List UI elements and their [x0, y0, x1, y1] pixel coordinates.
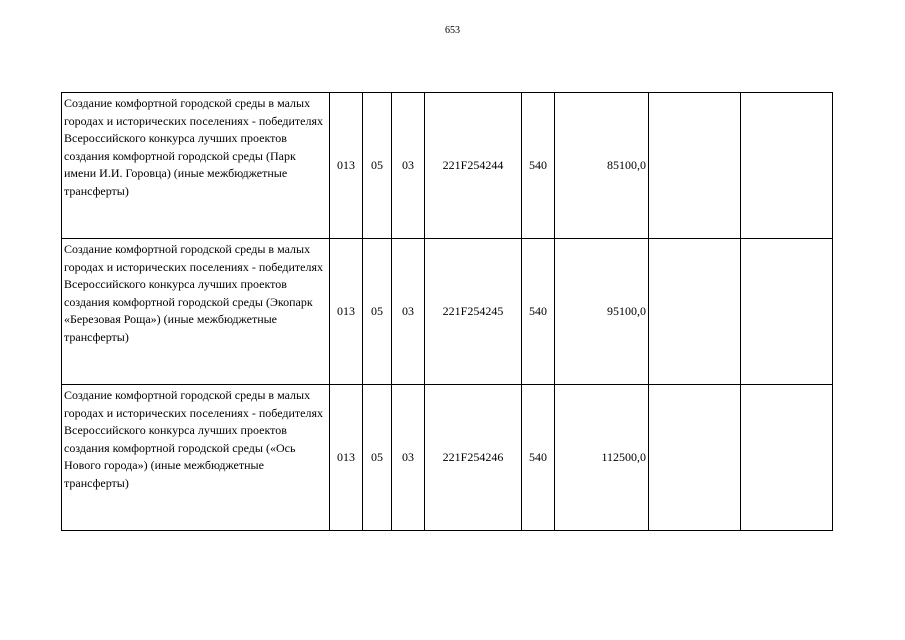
table-row: [62, 93, 833, 239]
table-row: [62, 385, 833, 531]
target-article-cell: 221F254245: [425, 239, 522, 385]
expense-type-cell: 540: [522, 93, 555, 239]
budget-table: [61, 92, 833, 531]
empty-cell: [741, 93, 833, 239]
empty-cell: [649, 385, 741, 531]
empty-cell: [741, 239, 833, 385]
ministry-code-cell: 013: [330, 385, 363, 531]
expense-type-cell: 540: [522, 385, 555, 531]
section-code-cell: 05: [363, 385, 392, 531]
expense-name-cell: Создание комфортной городской среды в малых городах и исторических поселениях - победителях Всероссийского конкурса лучших проектов создания комфортной городской среды («Ось Нового города») (иные межбюджетные трансферты): [62, 385, 330, 531]
empty-cell: [741, 385, 833, 531]
empty-cell: [649, 93, 741, 239]
ministry-code-cell: 013: [330, 93, 363, 239]
expense-name-cell: Создание комфортной городской среды в малых городах и исторических поселениях - победителях Всероссийского конкурса лучших проектов создания комфортной городской среды (Экопарк «Березовая Роща») (иные межбюджетные трансферты): [62, 239, 330, 385]
subsection-code-cell: 03: [392, 93, 425, 239]
page-number: 653: [445, 25, 460, 36]
section-code-cell: 05: [363, 239, 392, 385]
amount-cell: 112500,0: [555, 385, 649, 531]
empty-cell: [649, 239, 741, 385]
expense-name-cell: Создание комфортной городской среды в малых городах и исторических поселениях - победителях Всероссийского конкурса лучших проектов создания комфортной городской среды (Парк имени И.И. Горовца) (иные межбюджетные трансферты): [62, 93, 330, 239]
subsection-code-cell: 03: [392, 385, 425, 531]
table-row: [62, 239, 833, 385]
amount-cell: 85100,0: [555, 93, 649, 239]
ministry-code-cell: 013: [330, 239, 363, 385]
amount-cell: 95100,0: [555, 239, 649, 385]
target-article-cell: 221F254244: [425, 93, 522, 239]
target-article-cell: 221F254246: [425, 385, 522, 531]
subsection-code-cell: 03: [392, 239, 425, 385]
expense-type-cell: 540: [522, 239, 555, 385]
section-code-cell: 05: [363, 93, 392, 239]
